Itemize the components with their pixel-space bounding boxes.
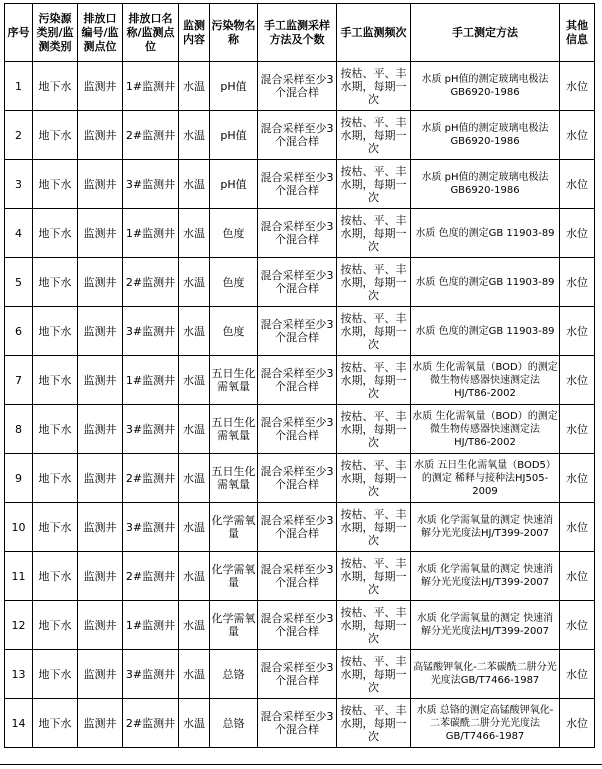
cell-source-type: 地下水	[33, 454, 78, 503]
cell-content: 水温	[179, 699, 210, 748]
cell-outlet-name: 2#监测井	[123, 111, 179, 160]
cell-frequency: 按枯、平、丰水期，每期一次	[337, 111, 411, 160]
cell-content: 水温	[179, 209, 210, 258]
header-content: 监测内容	[179, 4, 210, 62]
cell-source-type: 地下水	[33, 552, 78, 601]
cell-other: 水位	[560, 209, 595, 258]
cell-frequency: 按枯、平、丰水期，每期一次	[337, 62, 411, 111]
cell-standard: 水质 生化需氧量（BOD）的测定 微生物传感器快速测定法HJ/T86-2002	[411, 356, 560, 405]
cell-outlet-code: 监测井	[78, 699, 123, 748]
cell-other: 水位	[560, 258, 595, 307]
table-row	[5, 160, 595, 209]
header-outlet-name: 排放口名称/监测点位	[123, 4, 179, 62]
cell-standard: 高锰酸钾氧化-二苯碳酰二肼分光光度法GB/T7466-1987	[411, 650, 560, 699]
cell-outlet-name: 1#监测井	[123, 209, 179, 258]
cell-source-type: 地下水	[33, 405, 78, 454]
cell-standard: 水质 色度的测定GB 11903-89	[411, 307, 560, 356]
cell-pollutant: 五日生化需氧量	[210, 356, 258, 405]
cell-seq: 6	[5, 307, 33, 356]
cell-seq: 1	[5, 62, 33, 111]
cell-method: 混合采样至少3个混合样	[258, 405, 337, 454]
table-row	[5, 405, 595, 454]
cell-standard: 水质 色度的测定GB 11903-89	[411, 258, 560, 307]
table-row	[5, 258, 595, 307]
cell-standard: 水质 pH值的测定玻璃电极法GB6920-1986	[411, 111, 560, 160]
cell-content: 水温	[179, 160, 210, 209]
cell-content: 水温	[179, 650, 210, 699]
cell-seq: 9	[5, 454, 33, 503]
cell-outlet-code: 监测井	[78, 160, 123, 209]
cell-standard: 水质 化学需氧量的测定 快速消解分光光度法HJ/T399-2007	[411, 552, 560, 601]
cell-other: 水位	[560, 650, 595, 699]
cell-outlet-name: 1#监测井	[123, 601, 179, 650]
cell-source-type: 地下水	[33, 356, 78, 405]
cell-content: 水温	[179, 111, 210, 160]
cell-method: 混合采样至少3个混合样	[258, 650, 337, 699]
cell-other: 水位	[560, 307, 595, 356]
cell-pollutant: 色度	[210, 307, 258, 356]
cell-method: 混合采样至少3个混合样	[258, 601, 337, 650]
cell-source-type: 地下水	[33, 160, 78, 209]
cell-content: 水温	[179, 258, 210, 307]
cell-content: 水温	[179, 454, 210, 503]
cell-other: 水位	[560, 405, 595, 454]
cell-seq: 4	[5, 209, 33, 258]
header-method: 手工监测采样方法及个数	[258, 4, 337, 62]
cell-other: 水位	[560, 356, 595, 405]
cell-outlet-code: 监测井	[78, 258, 123, 307]
cell-other: 水位	[560, 601, 595, 650]
cell-outlet-code: 监测井	[78, 307, 123, 356]
table-row	[5, 111, 595, 160]
cell-pollutant: 色度	[210, 258, 258, 307]
table-header-row	[5, 4, 595, 62]
cell-frequency: 按枯、平、丰水期，每期一次	[337, 699, 411, 748]
cell-pollutant: pH值	[210, 111, 258, 160]
cell-standard: 水质 总铬的测定高锰酸钾氧化-二苯碳酰二肼分光光度法 GB/T7466-1987	[411, 699, 560, 748]
cell-frequency: 按枯、平、丰水期，每期一次	[337, 650, 411, 699]
cell-frequency: 按枯、平、丰水期，每期一次	[337, 405, 411, 454]
cell-content: 水温	[179, 356, 210, 405]
cell-content: 水温	[179, 503, 210, 552]
cell-frequency: 按枯、平、丰水期，每期一次	[337, 454, 411, 503]
cell-pollutant: pH值	[210, 62, 258, 111]
cell-seq: 8	[5, 405, 33, 454]
cell-source-type: 地下水	[33, 699, 78, 748]
cell-source-type: 地下水	[33, 503, 78, 552]
cell-outlet-name: 3#监测井	[123, 160, 179, 209]
table-body	[5, 62, 595, 748]
cell-standard: 水质 生化需氧量（BOD）的测定 微生物传感器快速测定法HJ/T86-2002	[411, 405, 560, 454]
cell-method: 混合采样至少3个混合样	[258, 699, 337, 748]
cell-other: 水位	[560, 699, 595, 748]
cell-standard: 水质 pH值的测定玻璃电极法GB6920-1986	[411, 160, 560, 209]
cell-outlet-name: 2#监测井	[123, 454, 179, 503]
table-row	[5, 307, 595, 356]
cell-frequency: 按枯、平、丰水期，每期一次	[337, 552, 411, 601]
cell-pollutant: 色度	[210, 209, 258, 258]
cell-seq: 14	[5, 699, 33, 748]
cell-frequency: 按枯、平、丰水期，每期一次	[337, 601, 411, 650]
cell-outlet-code: 监测井	[78, 209, 123, 258]
cell-outlet-name: 3#监测井	[123, 503, 179, 552]
cell-standard: 水质 化学需氧量的测定 快速消解分光光度法HJ/T399-2007	[411, 503, 560, 552]
cell-source-type: 地下水	[33, 601, 78, 650]
cell-other: 水位	[560, 62, 595, 111]
cell-standard: 水质 五日生化需氧量（BOD5）的测定 稀释与接种法HJ505-2009	[411, 454, 560, 503]
cell-standard: 水质 色度的测定GB 11903-89	[411, 209, 560, 258]
cell-outlet-code: 监测井	[78, 454, 123, 503]
table-row	[5, 503, 595, 552]
cell-frequency: 按枯、平、丰水期，每期一次	[337, 160, 411, 209]
header-pollutant: 污染物名称	[210, 4, 258, 62]
cell-pollutant: 五日生化需氧量	[210, 454, 258, 503]
cell-source-type: 地下水	[33, 111, 78, 160]
cell-pollutant: 化学需氧量	[210, 552, 258, 601]
cell-method: 混合采样至少3个混合样	[258, 258, 337, 307]
cell-content: 水温	[179, 405, 210, 454]
cell-method: 混合采样至少3个混合样	[258, 356, 337, 405]
header-other: 其他信息	[560, 4, 595, 62]
table-row	[5, 601, 595, 650]
table-row	[5, 650, 595, 699]
cell-seq: 12	[5, 601, 33, 650]
header-standard: 手工测定方法	[411, 4, 560, 62]
cell-method: 混合采样至少3个混合样	[258, 454, 337, 503]
table-row	[5, 454, 595, 503]
cell-outlet-name: 3#监测井	[123, 307, 179, 356]
cell-method: 混合采样至少3个混合样	[258, 552, 337, 601]
cell-outlet-name: 1#监测井	[123, 62, 179, 111]
cell-other: 水位	[560, 111, 595, 160]
cell-outlet-name: 1#监测井	[123, 356, 179, 405]
cell-pollutant: 五日生化需氧量	[210, 405, 258, 454]
header-seq: 序号	[5, 4, 33, 62]
cell-frequency: 按枯、平、丰水期，每期一次	[337, 209, 411, 258]
cell-outlet-name: 3#监测井	[123, 405, 179, 454]
cell-frequency: 按枯、平、丰水期，每期一次	[337, 356, 411, 405]
cell-other: 水位	[560, 552, 595, 601]
cell-standard: 水质 化学需氧量的测定 快速消解分光光度法HJ/T399-2007	[411, 601, 560, 650]
cell-pollutant: 总铬	[210, 699, 258, 748]
cell-content: 水温	[179, 62, 210, 111]
cell-method: 混合采样至少3个混合样	[258, 160, 337, 209]
cell-frequency: 按枯、平、丰水期，每期一次	[337, 258, 411, 307]
cell-other: 水位	[560, 503, 595, 552]
header-frequency: 手工监测频次	[337, 4, 411, 62]
cell-outlet-code: 监测井	[78, 111, 123, 160]
cell-content: 水温	[179, 601, 210, 650]
table-row	[5, 62, 595, 111]
cell-pollutant: 化学需氧量	[210, 601, 258, 650]
cell-frequency: 按枯、平、丰水期，每期一次	[337, 307, 411, 356]
cell-outlet-name: 2#监测井	[123, 552, 179, 601]
cell-outlet-code: 监测井	[78, 503, 123, 552]
cell-source-type: 地下水	[33, 62, 78, 111]
cell-outlet-code: 监测井	[78, 601, 123, 650]
cell-outlet-name: 2#监测井	[123, 258, 179, 307]
cell-outlet-name: 3#监测井	[123, 650, 179, 699]
cell-seq: 7	[5, 356, 33, 405]
cell-outlet-code: 监测井	[78, 552, 123, 601]
cell-source-type: 地下水	[33, 650, 78, 699]
cell-source-type: 地下水	[33, 307, 78, 356]
cell-source-type: 地下水	[33, 209, 78, 258]
cell-outlet-code: 监测井	[78, 405, 123, 454]
cell-content: 水温	[179, 307, 210, 356]
cell-pollutant: 总铬	[210, 650, 258, 699]
cell-method: 混合采样至少3个混合样	[258, 503, 337, 552]
cell-seq: 2	[5, 111, 33, 160]
cell-method: 混合采样至少3个混合样	[258, 111, 337, 160]
cell-method: 混合采样至少3个混合样	[258, 307, 337, 356]
cell-outlet-code: 监测井	[78, 62, 123, 111]
cell-outlet-code: 监测井	[78, 356, 123, 405]
cell-content: 水温	[179, 552, 210, 601]
header-source-type: 污染源类别/监测类别	[33, 4, 78, 62]
cell-method: 混合采样至少3个混合样	[258, 62, 337, 111]
cell-outlet-code: 监测井	[78, 650, 123, 699]
cell-pollutant: pH值	[210, 160, 258, 209]
cell-seq: 5	[5, 258, 33, 307]
cell-seq: 3	[5, 160, 33, 209]
bottom-rule	[0, 764, 602, 765]
cell-other: 水位	[560, 454, 595, 503]
cell-source-type: 地下水	[33, 258, 78, 307]
cell-seq: 13	[5, 650, 33, 699]
cell-other: 水位	[560, 160, 595, 209]
monitoring-table	[4, 3, 595, 748]
table-row	[5, 552, 595, 601]
cell-standard: 水质 pH值的测定玻璃电极法GB6920-1986	[411, 62, 560, 111]
table-row	[5, 356, 595, 405]
table-row	[5, 699, 595, 748]
cell-seq: 11	[5, 552, 33, 601]
table-row	[5, 209, 595, 258]
cell-pollutant: 化学需氧量	[210, 503, 258, 552]
cell-seq: 10	[5, 503, 33, 552]
cell-outlet-name: 2#监测井	[123, 699, 179, 748]
cell-method: 混合采样至少3个混合样	[258, 209, 337, 258]
header-outlet-code: 排放口编号/监测点位	[78, 4, 123, 62]
cell-frequency: 按枯、平、丰水期，每期一次	[337, 503, 411, 552]
